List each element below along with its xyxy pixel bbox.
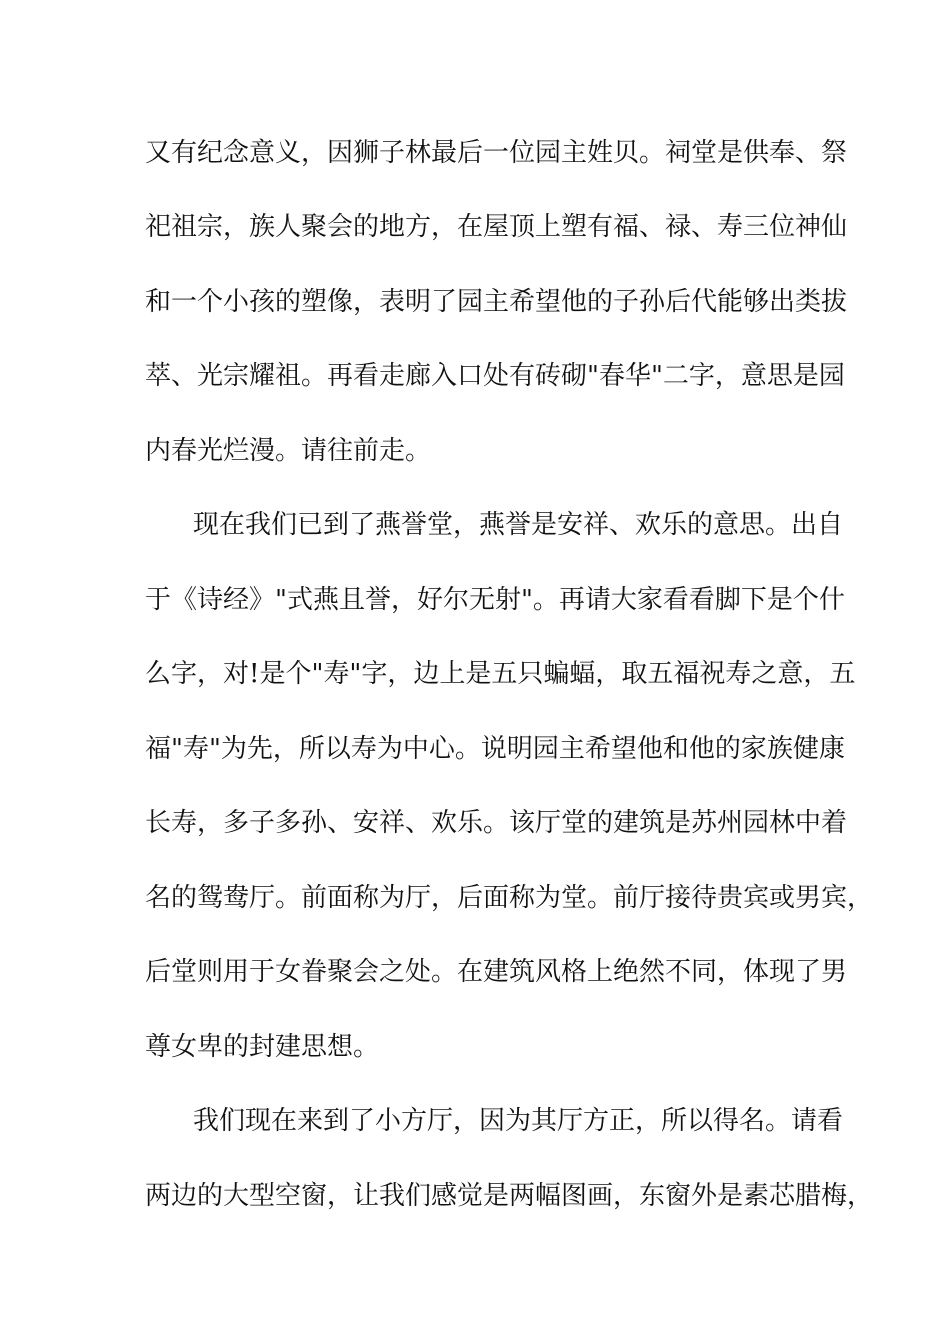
text-line: 又有纪念意义，因狮子林最后一位园主姓贝。祠堂是供奉、祭	[145, 138, 848, 168]
text-line: 于《诗经》"式燕且誉，好尔无射"。再请大家看看脚下是个什	[145, 585, 845, 615]
text-line: 萃、光宗耀祖。再看走廊入口处有砖砌"春华"二字，意思是园	[145, 361, 845, 391]
text-line: 么字，对!是个"寿"字，边上是五只蝙蝠，取五福祝寿之意，五	[145, 659, 856, 689]
text-line: 福"寿"为先，所以寿为中心。说明园主希望他和他的家族健康	[145, 734, 845, 764]
text-line: 后堂则用于女眷聚会之处。在建筑风格上绝然不同，体现了男	[145, 957, 848, 987]
paragraph-first-line: 现在我们已到了燕誉堂，燕誉是安祥、欢乐的意思。出自	[193, 510, 844, 540]
text-line: 名的鸳鸯厅。前面称为厅，后面称为堂。前厅接待贵宾或男宾，	[145, 883, 874, 913]
paragraph-first-line: 我们现在来到了小方厅，因为其厅方正，所以得名。请看	[193, 1106, 844, 1136]
text-line: 尊女卑的封建思想。	[145, 1032, 380, 1062]
text-line: 长寿，多子多孙、安祥、欢乐。该厅堂的建筑是苏州园林中着	[145, 808, 848, 838]
text-line: 祀祖宗，族人聚会的地方，在屋顶上塑有福、禄、寿三位神仙	[145, 212, 848, 242]
text-line: 两边的大型空窗，让我们感觉是两幅图画，东窗外是素芯腊梅，	[145, 1181, 874, 1211]
text-line: 内春光烂漫。请往前走。	[145, 436, 432, 466]
text-line: 和一个小孩的塑像，表明了园主希望他的子孙后代能够出类拔	[145, 287, 848, 317]
